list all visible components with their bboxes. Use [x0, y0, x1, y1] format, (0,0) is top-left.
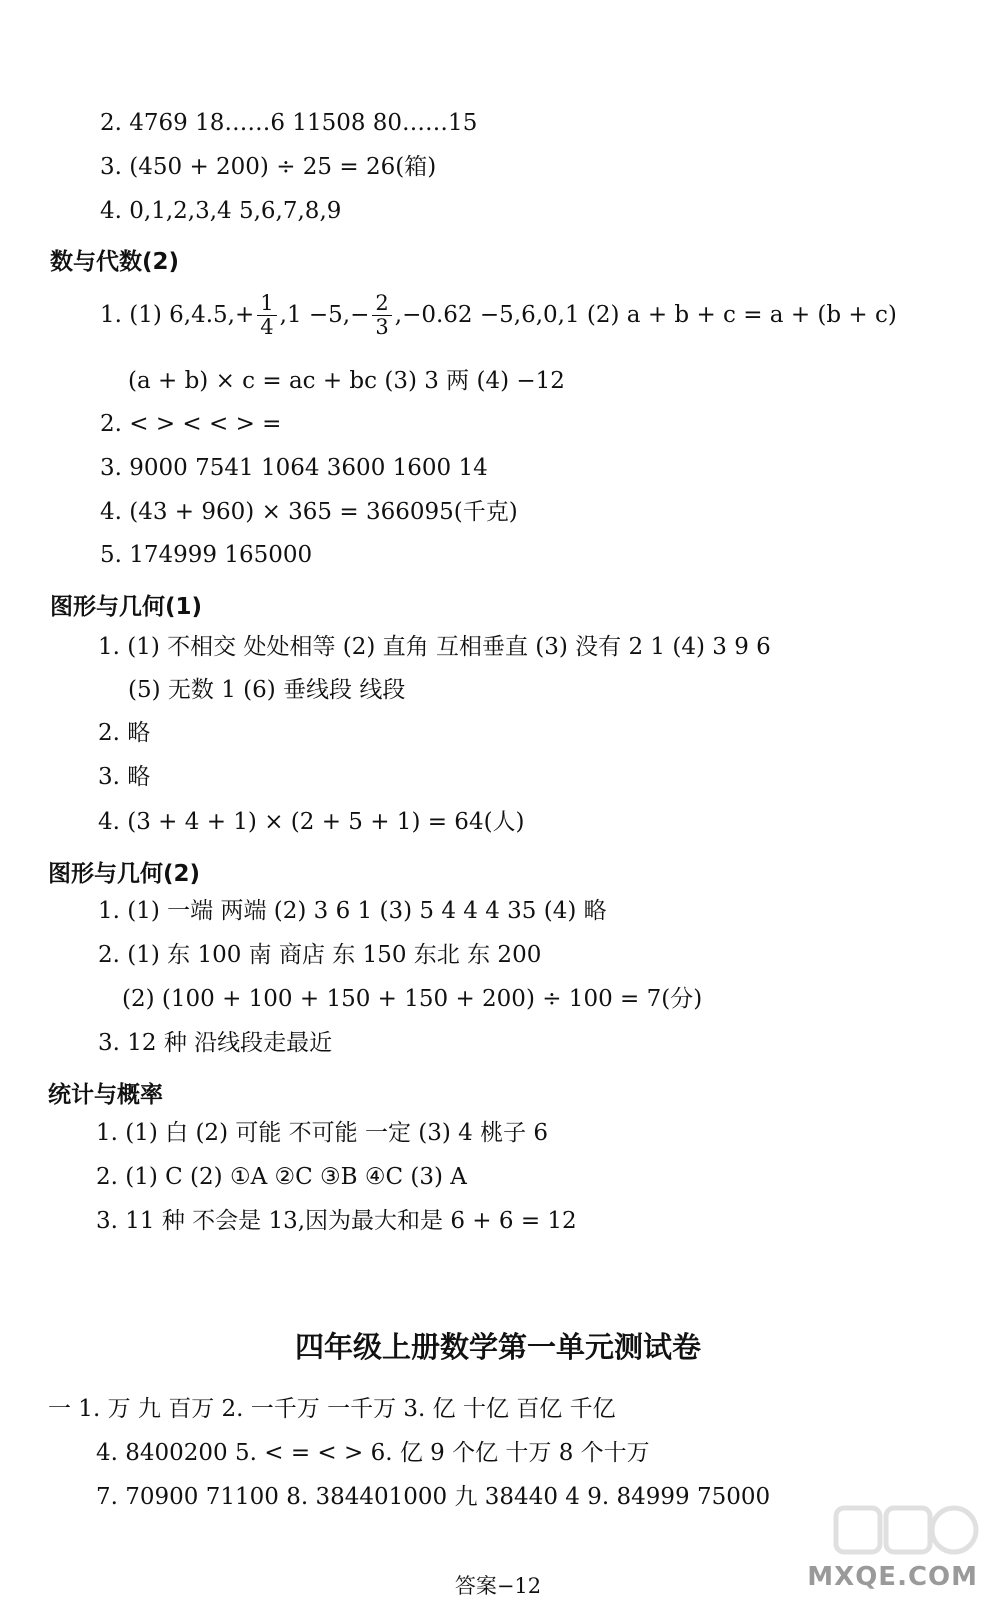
answer-line: (2) (100 + 100 + 150 + 150 + 200) ÷ 100 = 7(分) — [122, 986, 703, 1012]
answer-line: 3. 12 种 沿线段走最近 — [98, 1030, 333, 1056]
fraction-two-thirds — [372, 292, 391, 339]
answer-line: 2. 略 — [98, 720, 151, 746]
section-heading: 数与代数(2) — [50, 249, 180, 275]
answer-text: ,1 −5,− — [279, 302, 370, 329]
answer-line: 5. 174999 165000 — [100, 542, 313, 568]
answer-line: 3. 11 种 不会是 13,因为最大和是 6 + 6 = 12 — [96, 1208, 577, 1234]
answer-line: 4. 8400200 5. < = < > 6. 亿 9 个亿 十万 8 个十万 — [96, 1440, 650, 1466]
section-heading: 图形与几何(2) — [48, 861, 201, 887]
answer-line: 1. (1) 不相交 处处相等 (2) 直角 互相垂直 (3) 没有 2 1 (4) 3 9 6 — [98, 634, 771, 660]
fraction-numerator: 2 — [372, 292, 391, 316]
fraction-denominator: 3 — [375, 315, 389, 340]
watermark-text: MXQE.COM — [807, 1562, 978, 1592]
answer-line: 4. (43 + 960) × 365 = 366095(千克) — [100, 499, 518, 525]
answer-line: (5) 无数 1 (6) 垂线段 线段 — [128, 677, 406, 703]
fraction-one-quarter — [257, 292, 276, 339]
answer-line: 1. (1) 白 (2) 可能 不可能 一定 (3) 4 桃子 6 — [96, 1120, 549, 1146]
answer-line: 2. (1) 东 100 南 商店 东 150 东北 东 200 — [98, 942, 542, 968]
answer-line: 3. 略 — [98, 764, 151, 790]
page-footer: 答案−12 — [454, 1574, 542, 1598]
fraction-numerator: 1 — [257, 292, 276, 316]
answer-line: 2. (1) C (2) ①A ②C ③B ④C (3) A — [96, 1164, 467, 1190]
section-heading: 统计与概率 — [48, 1082, 163, 1108]
answer-line: 7. 70900 71100 8. 384401000 九 38440 4 9. 84999 75000 — [96, 1484, 771, 1510]
answer-line: 1. (1) 一端 两端 (2) 3 6 1 (3) 5 4 4 4 35 (4) 略 — [98, 898, 607, 924]
answer-line: 3. (450 + 200) ÷ 25 = 26(箱) — [100, 154, 437, 180]
answer-line: 4. (3 + 4 + 1) × (2 + 5 + 1) = 64(人) — [98, 809, 525, 835]
answer-line: 3. 9000 7541 1064 3600 1600 14 — [100, 455, 488, 481]
answer-line: 一 1. 万 九 百万 2. 一千万 一千万 3. 亿 十亿 百亿 千亿 — [48, 1396, 616, 1422]
answer-text: ,−0.62 −5,6,0,1 (2) a + b + c = a + (b + c) — [394, 302, 897, 329]
fraction-denominator: 4 — [260, 315, 274, 340]
answer-line: 2. 4769 18……6 11508 80……15 — [100, 110, 478, 136]
answer-line-fractions — [100, 292, 897, 339]
test-title: 四年级上册数学第一单元测试卷 — [294, 1330, 701, 1364]
answer-text: 1. (1) 6,4.5,+ — [100, 302, 255, 329]
answer-line: (a + b) × c = ac + bc (3) 3 两 (4) −12 — [128, 368, 565, 394]
section-heading: 图形与几何(1) — [50, 594, 203, 620]
answer-line: 2. < > < < > = — [100, 411, 282, 437]
answer-line: 4. 0,1,2,3,4 5,6,7,8,9 — [100, 198, 342, 224]
